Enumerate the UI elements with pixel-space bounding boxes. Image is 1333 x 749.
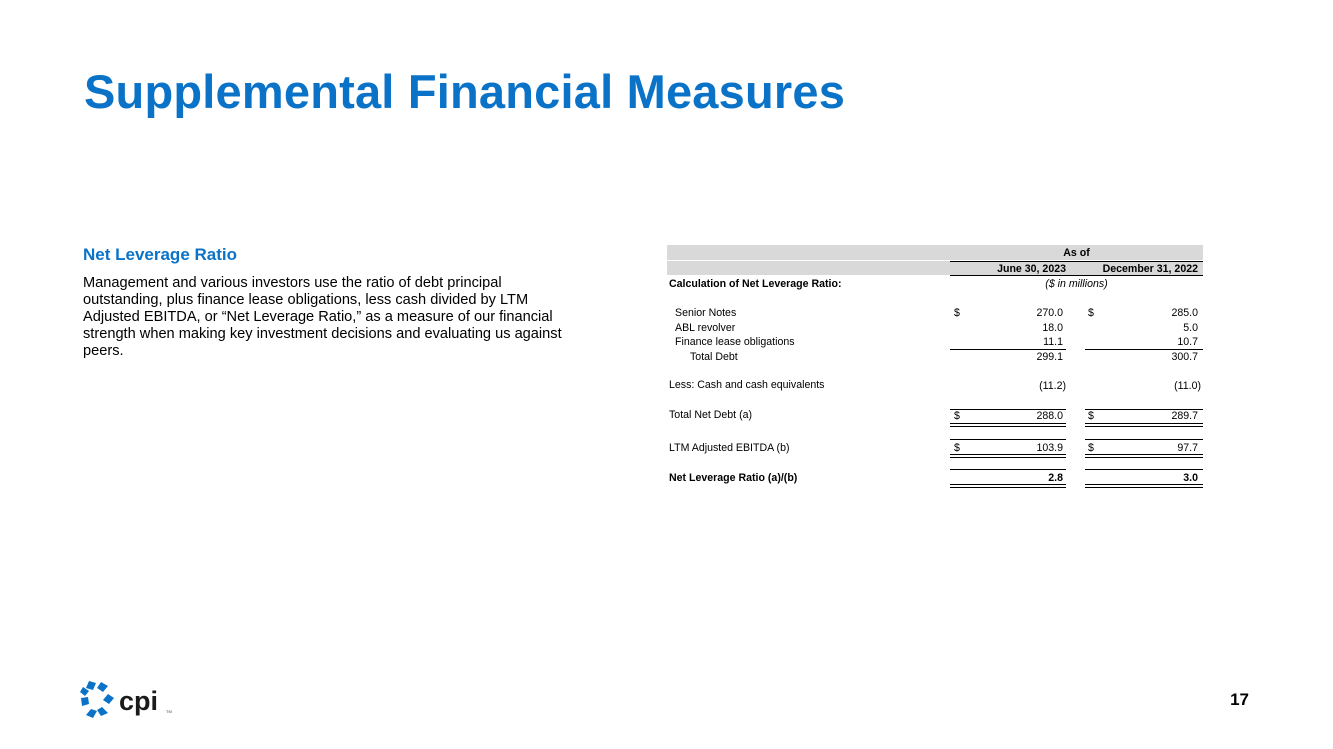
page-number: 17 — [1230, 690, 1249, 709]
row-senior-notes-label: Senior Notes — [675, 307, 737, 319]
row-total-debt-dec: 300.7 — [1171, 351, 1198, 363]
net-debt-double-line-dec — [1085, 423, 1203, 427]
ebitda-double-line-dec — [1085, 454, 1203, 458]
logo-mark-icon — [80, 681, 114, 718]
row-senior-notes-jun: 270.0 — [1036, 307, 1063, 319]
row-cash-jun: (11.2) — [1039, 380, 1066, 392]
row-total-debt-label: Total Debt — [690, 351, 738, 363]
row-net-debt-jun: 288.0 — [1036, 410, 1063, 422]
ratio-double-line-jun — [950, 484, 1066, 488]
row-ebitda-label: LTM Adjusted EBITDA (b) — [669, 442, 790, 454]
row-ebitda-jun: 103.9 — [1036, 442, 1063, 454]
currency-symbol: $ — [954, 442, 960, 454]
row-cash-dec: (11.0) — [1174, 380, 1201, 392]
calc-label: Calculation of Net Leverage Ratio: — [669, 278, 842, 290]
as-of-header: As of — [1063, 247, 1090, 259]
row-abl-revolver-label: ABL revolver — [675, 322, 736, 334]
currency-symbol: $ — [954, 410, 960, 422]
ratio-top-line-jun — [950, 469, 1066, 470]
row-finance-lease-label: Finance lease obligations — [675, 336, 795, 348]
row-ratio-dec: 3.0 — [1183, 472, 1198, 484]
ebitda-top-line-jun — [950, 439, 1066, 440]
as-of-underline — [950, 261, 1203, 262]
description-block — [83, 245, 563, 360]
ratio-double-line-dec — [1085, 484, 1203, 488]
col2-header: December 31, 2022 — [1102, 263, 1198, 275]
row-abl-revolver-jun: 18.0 — [1042, 322, 1063, 334]
row-net-debt-dec: 289.7 — [1171, 410, 1198, 422]
units-label: ($ in millions) — [1045, 278, 1108, 290]
subtotal-underline-dec — [1085, 349, 1203, 350]
logo-trademark: TM — [166, 709, 172, 714]
section-heading: Net Leverage Ratio — [83, 245, 237, 264]
page-title: Supplemental Financial Measures — [84, 65, 846, 118]
logo-wordmark: cpi — [119, 686, 159, 716]
currency-symbol: $ — [1088, 442, 1094, 454]
row-senior-notes-dec: 285.0 — [1171, 307, 1198, 319]
ratio-top-line-dec — [1085, 469, 1203, 470]
net-debt-double-line-jun — [950, 423, 1066, 427]
row-ratio-label: Net Leverage Ratio (a)/(b) — [669, 472, 798, 484]
cpi-logo — [80, 680, 180, 720]
col1-header: June 30, 2023 — [997, 263, 1066, 275]
row-finance-lease-dec: 10.7 — [1177, 336, 1198, 348]
ebitda-top-line-dec — [1085, 439, 1203, 440]
currency-symbol: $ — [1088, 410, 1094, 422]
row-abl-revolver-dec: 5.0 — [1183, 322, 1198, 334]
row-total-debt-jun: 299.1 — [1036, 351, 1063, 363]
currency-symbol: $ — [954, 307, 960, 319]
net-leverage-table — [667, 245, 1203, 495]
row-net-debt-label: Total Net Debt (a) — [669, 409, 753, 421]
row-ebitda-dec: 97.7 — [1177, 442, 1198, 454]
currency-symbol: $ — [1088, 307, 1094, 319]
row-cash-label: Less: Cash and cash equivalents — [669, 379, 825, 391]
section-body: Management and various investors use the ratio of debt principal outstanding, plus finance lease obligations, less cash divided by LTM Adjusted EBITDA, or “Net Leverage Ratio,” as a measure of our financial strength when making key investment decisions and evaluating us against peers. — [83, 275, 562, 359]
subtotal-underline-jun — [950, 349, 1066, 350]
header-underline — [950, 275, 1203, 276]
ebitda-double-line-jun — [950, 454, 1066, 458]
row-finance-lease-jun: 11.1 — [1043, 336, 1063, 348]
row-ratio-jun: 2.8 — [1048, 472, 1063, 484]
